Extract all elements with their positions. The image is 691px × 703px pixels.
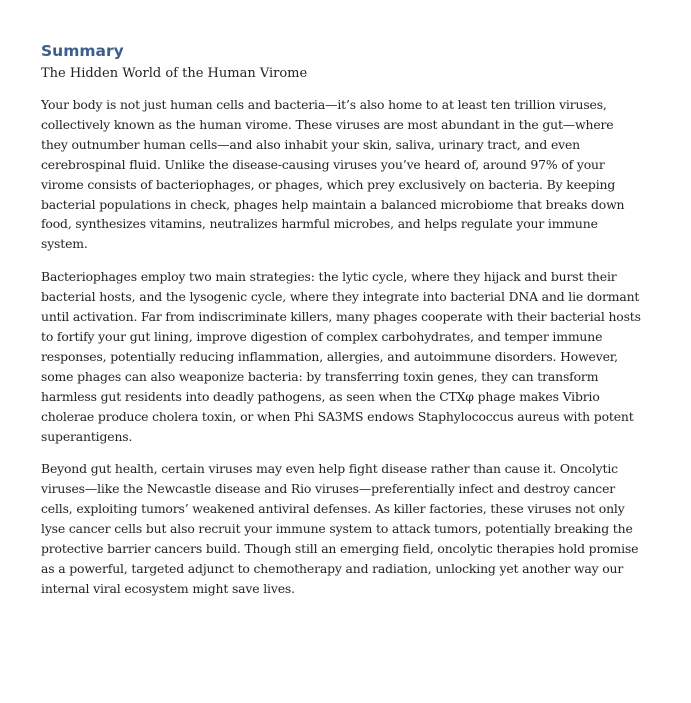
paragraph-oncolytic-viruses: Beyond gut health, certain viruses may even help fight disease rather than cause it. Oncolytic viruses—like the Newcastle disease and Rio viruses—preferentially infect and destroy cancer cells, exploiting tumors’ weakened antiviral defenses. As killer factories, these viruses not only lyse cancer cells but also recruit your immune system to attack tumors, potentially breaking the protective barrier cancers build. Though still an emerging field, oncolytic therapies hold promise as a powerful, targeted adjunct to chemotherapy and radiation, unlocking yet another way our internal viral ecosystem might save lives. xyxy=(41,461,639,596)
paragraph-bacteriophages: Bacteriophages employ two main strategies: the lytic cycle, where they hijack and burst their bacterial hosts, and the lysogenic cycle, where they integrate into bacterial DNA and lie dormant until activation. Far from indiscriminate killers, many phages cooperate with their bacterial hosts to fortify your gut lining, improve digestion of complex carbohydrates, and temper immune responses, potentially reducing inflammation, allergies, and autoimmune disorders. However, some phages can also weaponize bacteria: by transferring toxin genes, they can transform harmless gut residents into deadly pathogens, as seen when the CTXφ phage makes Vibrio cholerae produce cholera toxin, or when Phi SA3MS endows Staphylococcus aureus with potent superantigens. xyxy=(41,269,641,444)
document-subtitle: The Hidden World of the Human Virome xyxy=(41,66,308,81)
section-heading: Summary xyxy=(41,42,124,60)
paragraph-virome-overview: Your body is not just human cells and bacteria—it’s also home to at least ten trillion viruses, collectively known as the human virome. These viruses are most abundant in the gut—where they outnumber human cells—and also inhabit your skin, saliva, urinary tract, and even cerebrospinal fluid. Unlike the disease-causing viruses you’ve heard of, around 97% of your virome consists of bacteriophages, or phages, which prey exclusively on bacteria. By keeping bacterial populations in check, phages help maintain a balanced microbiome that breaks down food, synthesizes vitamins, neutralizes harmful microbes, and helps regulate your immune system. xyxy=(41,97,625,252)
document-body xyxy=(41,41,641,599)
